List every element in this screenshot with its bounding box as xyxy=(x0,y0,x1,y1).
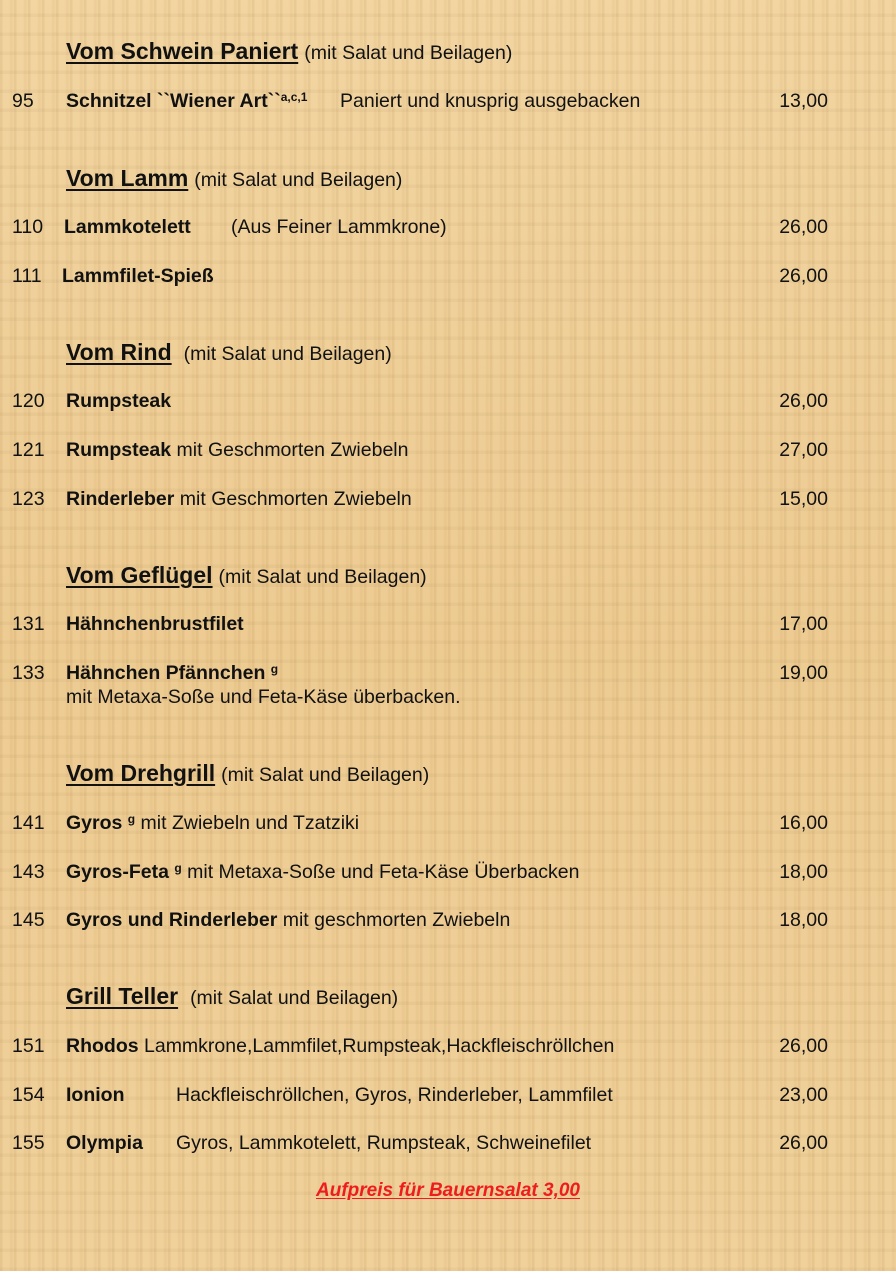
item-name: Lammkotelett xyxy=(64,216,191,238)
section-note: (mit Salat und Beilagen) xyxy=(218,566,427,588)
section-title: Vom Drehgrill xyxy=(66,760,216,786)
item-description: mit Geschmorten Zwiebeln xyxy=(179,488,412,510)
item-name: Rumpsteak mit Geschmorten Zwiebeln xyxy=(66,439,409,461)
item-name: Ionion xyxy=(66,1084,125,1106)
item-number: 141 xyxy=(12,812,45,834)
item-description: mit geschmorten Zwiebeln xyxy=(282,909,511,931)
item-name: Lammfilet-Spieß xyxy=(62,265,214,287)
menu-item-145 xyxy=(0,909,896,939)
section-title: Vom Schwein Paniert xyxy=(66,38,299,64)
item-price: 18,00 xyxy=(779,861,828,883)
section-heading-grill-teller xyxy=(66,983,398,1010)
item-price: 26,00 xyxy=(779,1035,828,1057)
section-title: Vom Geflügel xyxy=(66,562,213,588)
menu-item-155 xyxy=(0,1132,896,1162)
item-description: mit Geschmorten Zwiebeln xyxy=(176,439,409,461)
section-title: Vom Lamm xyxy=(66,165,189,191)
salad-surcharge-note: Aufpreis für Bauernsalat 3,00 xyxy=(316,1180,580,1201)
item-number: 110 xyxy=(12,216,44,238)
item-name: Schnitzel ``Wiener Art``$^{a,c,1}$ xyxy=(66,90,308,112)
item-price: 13,00 xyxy=(779,90,828,112)
menu-item-110 xyxy=(0,216,896,246)
menu-item-123 xyxy=(0,488,896,518)
section-heading-rind xyxy=(66,339,392,366)
item-number: 155 xyxy=(12,1132,45,1154)
item-price: 23,00 xyxy=(779,1084,828,1106)
allergen-superscript: a,c,1 xyxy=(280,90,308,104)
section-heading-lamm xyxy=(66,165,402,192)
menu-item-120 xyxy=(0,390,896,420)
menu-item-131 xyxy=(0,613,896,643)
item-price: 26,00 xyxy=(779,390,828,412)
allergen-superscript: g xyxy=(174,861,182,875)
section-note: (mit Salat und Beilagen) xyxy=(304,42,513,64)
item-price: 19,00 xyxy=(779,662,828,684)
allergen-superscript: g xyxy=(270,662,279,676)
item-name: Olympia xyxy=(66,1132,143,1154)
section-title: Grill Teller xyxy=(66,983,179,1009)
menu-item-154 xyxy=(0,1084,896,1114)
section-heading-drehgrill xyxy=(66,760,429,787)
menu-item-121 xyxy=(0,439,896,469)
item-description: mit Metaxa-Soße und Feta-Käse Überbacken xyxy=(187,861,580,883)
item-number: 123 xyxy=(12,488,45,510)
section-note: (mit Salat und Beilagen) xyxy=(190,987,399,1009)
item-description: mit Metaxa-Soße und Feta-Käse überbacken. xyxy=(66,686,461,708)
item-number: 95 xyxy=(12,90,34,112)
item-name: Hähnchenbrustfilet xyxy=(66,613,244,635)
item-description: mit Zwiebeln und Tzatziki xyxy=(140,812,360,834)
item-name: Gyros und Rinderleber mit geschmorten Zwiebeln xyxy=(66,909,511,931)
item-price: 15,00 xyxy=(779,488,828,510)
item-description: Paniert und knusprig ausgebacken xyxy=(340,90,641,112)
item-price: 18,00 xyxy=(779,909,828,931)
item-number: 151 xyxy=(12,1035,45,1057)
item-description: Lammkrone,Lammfilet,Rumpsteak,Hackfleischröllchen xyxy=(144,1035,615,1057)
section-note: (mit Salat und Beilagen) xyxy=(183,343,392,365)
item-number: 131 xyxy=(12,613,45,635)
menu-item-141 xyxy=(0,812,896,842)
item-name: Gyros $^g$ mit Zwiebeln und Tzatziki xyxy=(66,812,360,834)
item-price: 27,00 xyxy=(779,439,828,461)
item-description: Gyros, Lammkotelett, Rumpsteak, Schweinefilet xyxy=(176,1132,592,1154)
item-price: 16,00 xyxy=(779,812,828,834)
section-heading-schwein xyxy=(66,38,512,65)
item-name: Rumpsteak xyxy=(66,390,172,412)
item-number: 133 xyxy=(12,662,45,684)
item-price: 26,00 xyxy=(779,265,828,287)
item-number: 111 xyxy=(12,265,42,287)
item-price: 17,00 xyxy=(779,613,828,635)
item-price: 26,00 xyxy=(779,216,828,238)
menu-item-111 xyxy=(0,265,896,295)
menu-item-151 xyxy=(0,1035,896,1065)
item-price: 26,00 xyxy=(779,1132,828,1154)
menu-item-95 xyxy=(0,90,896,120)
item-description: (Aus Feiner Lammkrone) xyxy=(231,216,447,238)
item-number: 120 xyxy=(12,390,45,412)
item-number: 143 xyxy=(12,861,45,883)
section-heading-gefluegel xyxy=(66,562,427,589)
item-name: Hähnchen Pfännchen $^g$ xyxy=(66,662,279,684)
item-description: Hackfleischröllchen, Gyros, Rinderleber, Lammfilet xyxy=(176,1084,613,1106)
item-number: 121 xyxy=(12,439,45,461)
section-note: (mit Salat und Beilagen) xyxy=(194,169,403,191)
item-number: 154 xyxy=(12,1084,45,1106)
menu-item-133 xyxy=(0,662,896,714)
item-name: Gyros-Feta $^g$ mit Metaxa-Soße und Feta-Käse Überbacken xyxy=(66,861,580,883)
allergen-superscript: g xyxy=(127,812,136,826)
section-note: (mit Salat und Beilagen) xyxy=(221,764,430,786)
item-name: Rinderleber mit Geschmorten Zwiebeln xyxy=(66,488,412,510)
section-title: Vom Rind xyxy=(66,339,172,365)
item-number: 145 xyxy=(12,909,45,931)
menu-item-143 xyxy=(0,861,896,891)
item-name: Rhodos Lammkrone,Lammfilet,Rumpsteak,Hackfleischröllchen xyxy=(66,1035,615,1057)
